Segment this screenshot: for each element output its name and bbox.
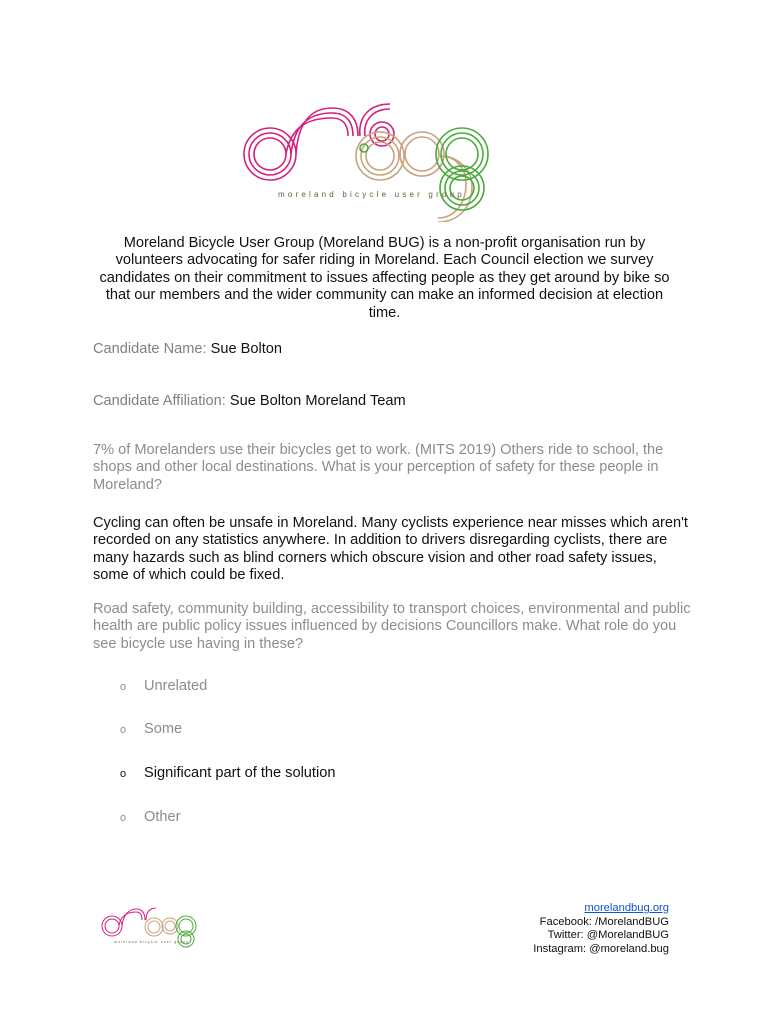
- option-label: Significant part of the solution: [144, 765, 336, 781]
- candidate-affiliation-field: [93, 392, 406, 410]
- option-unrelated[interactable]: [120, 677, 207, 696]
- svg-text:moreland bicycle user group: moreland bicycle user group: [278, 190, 465, 199]
- website-link[interactable]: morelandbug.org: [584, 902, 669, 914]
- option-bullet: o: [120, 768, 127, 780]
- answer-safety: Cycling can often be unsafe in Moreland. Many cyclists experience near misses which aren't recorded on any statistics anywhere. In addition to drivers disregarding cyclists, there are many hazards such as blind corners which obscure vision and other road safety issues, some of which could be fixed.: [93, 515, 688, 584]
- candidate-affiliation-label: Candidate Affiliation:: [93, 393, 226, 409]
- instagram-handle: Instagram: @moreland.bug: [533, 942, 669, 955]
- option-bullet: o: [120, 724, 127, 736]
- candidate-name-field: [93, 340, 282, 358]
- candidate-name-value: Sue Bolton: [210, 341, 283, 357]
- option-other[interactable]: [120, 808, 181, 827]
- facebook-handle: Facebook: /MorelandBUG: [539, 915, 669, 928]
- option-label: Other: [144, 809, 181, 825]
- moreland-bug-logo: [240, 96, 540, 222]
- option-label: Some: [144, 721, 183, 737]
- question-bicycle-role: Road safety, community building, accessibility to transport choices, environmental and public health are public policy issues influenced by decisions Councillors make. What role do you see bicycle use having in these?: [93, 601, 691, 652]
- option-label: Unrelated: [144, 678, 208, 694]
- option-significant[interactable]: [120, 764, 335, 783]
- option-some[interactable]: [120, 720, 182, 739]
- svg-text:moreland bicycle user group: moreland bicycle user group: [114, 940, 189, 944]
- candidate-name-label: Candidate Name:: [93, 341, 207, 357]
- twitter-handle: Twitter: @MorelandBUG: [547, 929, 669, 942]
- footer-contact: [533, 902, 669, 956]
- option-bullet: o: [120, 812, 127, 824]
- candidate-affiliation-value: Sue Bolton Moreland Team: [229, 393, 406, 409]
- moreland-bug-logo-small: [100, 906, 210, 952]
- option-bullet: o: [120, 681, 127, 693]
- intro-paragraph: Moreland Bicycle User Group (Moreland BUG) is a non-profit organisation run by volunteers advocating for safer riding in Moreland. Each Council election we survey candidates on their commitment to issues affecting people as they get around by bike so that our members and the wider community can make an informed decision at election time.: [99, 235, 670, 321]
- question-safety: 7% of Morelanders use their bicycles get to work. (MITS 2019) Others ride to school, the shops and other local destinations. What is your perception of safety for these people in Moreland?: [93, 442, 664, 493]
